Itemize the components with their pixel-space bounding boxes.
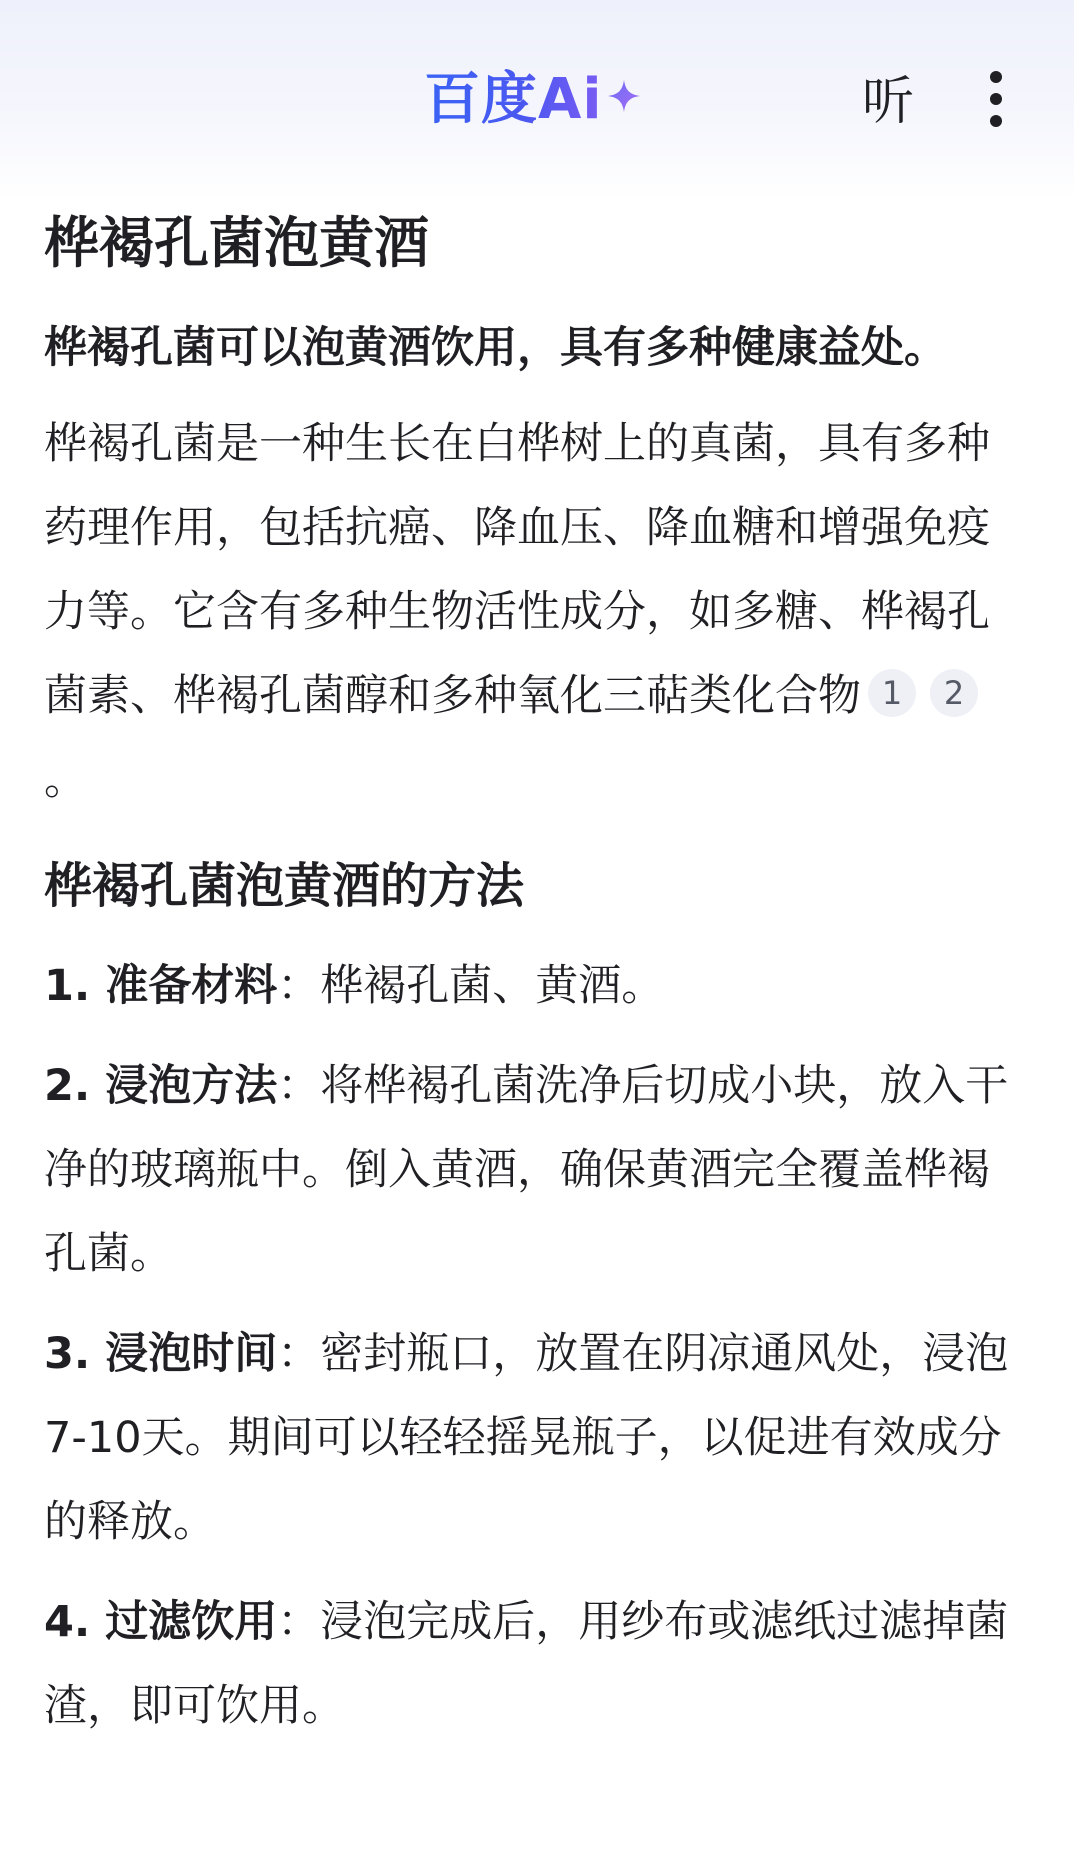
page-title: 桦褐孔菌泡黄酒	[44, 211, 430, 275]
step-separator: ：	[277, 961, 321, 1011]
reference-badge-1[interactable]: 1	[868, 669, 916, 717]
step-number: 4.	[44, 1597, 91, 1647]
method-section-title: 桦褐孔菌泡黄酒的方法	[44, 858, 525, 914]
step-text: 密封瓶口，放置在阴凉通风处，浸泡7-10天。期间可以轻轻摇晃瓶子，以促进有效成分的释放。	[44, 1329, 1009, 1547]
step-label: 准备材料	[105, 961, 278, 1011]
step-text: 桦褐孔菌、黄酒。	[320, 961, 665, 1011]
step-number: 2.	[44, 1061, 91, 1111]
answer-content	[44, 198, 1012, 1748]
step-number: 3.	[44, 1329, 91, 1379]
step-item-2	[44, 1044, 1012, 1296]
step-separator: ：	[277, 1061, 321, 1111]
spark-icon	[607, 79, 641, 113]
step-label: 过滤饮用	[105, 1597, 278, 1647]
step-number: 1.	[44, 961, 91, 1011]
step-text: 浸泡完成后，用纱布或滤纸过滤掉菌渣，即可饮用。	[44, 1597, 1009, 1731]
intro-text: 桦褐孔菌是一种生长在白桦树上的真菌，具有多种药理作用，包括抗癌、降血压、降血糖和增强免疫力等。它含有多种生物活性成分，如多糖、桦褐孔菌素、桦褐孔菌醇和多种氧化三萜类化合物	[44, 419, 990, 721]
step-label: 浸泡方法	[105, 1061, 278, 1111]
step-item-4	[44, 1580, 1012, 1748]
step-item-3	[44, 1312, 1012, 1564]
intro-paragraph	[44, 402, 1012, 822]
more-options-button[interactable]	[972, 60, 1020, 138]
step-item-1	[44, 944, 1012, 1028]
top-bar	[0, 0, 1074, 190]
step-separator: ：	[277, 1597, 321, 1647]
summary-text: 桦褐孔菌可以泡黄酒饮用，具有多种健康益处。	[44, 323, 947, 373]
reference-badge-2[interactable]: 2	[930, 669, 978, 717]
more-vertical-icon	[988, 69, 1004, 129]
logo-text: 百度Ai	[424, 55, 603, 135]
baidu-ai-logo[interactable]	[424, 60, 641, 130]
step-text: 将桦褐孔菌洗净后切成小块，放入干净的玻璃瓶中。倒入黄酒，确保黄酒完全覆盖桦褐孔菌。	[44, 1061, 1009, 1279]
step-label: 浸泡时间	[105, 1329, 278, 1379]
step-separator: ：	[277, 1329, 321, 1379]
listen-button[interactable]: 听	[861, 71, 914, 132]
intro-end: 。	[44, 755, 87, 805]
